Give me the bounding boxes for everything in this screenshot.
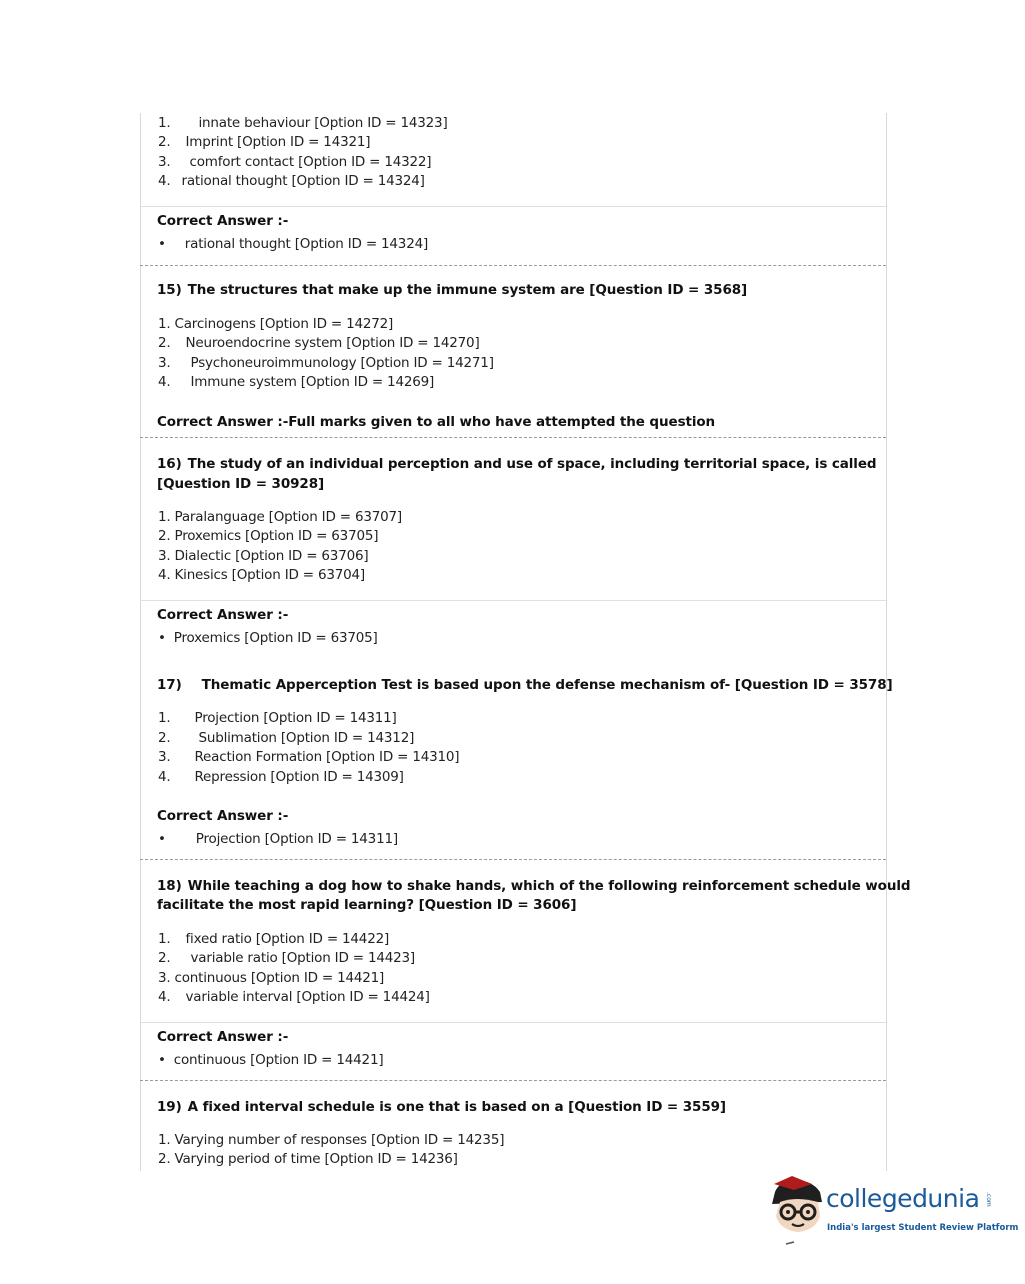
logo-com: .com [985, 1192, 992, 1207]
correct-answer: • continuous [Option ID = 14421] [158, 1052, 384, 1068]
correct-answer-label: Correct Answer :- [157, 213, 289, 229]
correct-answer-label: Correct Answer :- [157, 607, 289, 623]
question-text: 16) The study of an individual perception and use of space, including territorial space, is called [157, 456, 877, 472]
question-text: 17) Thematic Apperception Test is based upon the defense mechanism of- [Question ID = 3578] [157, 677, 893, 693]
option-item: 1. Varying number of responses [Option ID = 14235] [158, 1132, 505, 1148]
correct-answer-label: Correct Answer :- [157, 1029, 289, 1045]
option-item: 2. variable ratio [Option ID = 14423] [158, 950, 415, 966]
option-item: 2. Proxemics [Option ID = 63705] [158, 528, 379, 544]
correct-answer: • Proxemics [Option ID = 63705] [158, 630, 378, 646]
divider [140, 206, 886, 207]
option-item: 3. continuous [Option ID = 14421] [158, 970, 385, 986]
question-text: 15) The structures that make up the immune system are [Question ID = 3568] [157, 282, 748, 298]
mascot-icon [766, 1176, 828, 1248]
option-item: 2. Sublimation [Option ID = 14312] [158, 730, 415, 746]
question-text: 18) While teaching a dog how to shake hands, which of the following reinforcement schedule would [157, 878, 911, 894]
option-item: 2. Varying period of time [Option ID = 14236] [158, 1151, 458, 1167]
question-text-line2: [Question ID = 30928] [157, 476, 325, 492]
dashed-divider [140, 265, 886, 266]
option-item: 3. Dialectic [Option ID = 63706] [158, 548, 369, 564]
option-item: 2. Neuroendocrine system [Option ID = 14270] [158, 335, 480, 351]
correct-answer-label: Correct Answer :-Full marks given to all who have attempted the question [157, 414, 716, 430]
option-item: 1. fixed ratio [Option ID = 14422] [158, 931, 390, 947]
option-item: 1. Projection [Option ID = 14311] [158, 710, 397, 726]
collegedunia-logo[interactable] [766, 1176, 1019, 1248]
option-item: 4. rational thought [Option ID = 14324] [158, 173, 425, 189]
option-item: 4. variable interval [Option ID = 14424] [158, 989, 430, 1005]
dashed-divider [140, 859, 886, 860]
dashed-divider [140, 437, 886, 438]
logo-tagline: India's largest Student Review Platform [827, 1223, 1019, 1233]
option-item: 1. innate behaviour [Option ID = 14323] [158, 115, 448, 131]
dashed-divider [140, 1080, 886, 1081]
logo-wordmark: collegedunia [826, 1184, 980, 1213]
correct-answer: • rational thought [Option ID = 14324] [158, 236, 429, 252]
option-item: 1. Carcinogens [Option ID = 14272] [158, 316, 394, 332]
option-item: 3. comfort contact [Option ID = 14322] [158, 154, 432, 170]
divider [140, 600, 886, 601]
correct-answer-label: Correct Answer :- [157, 808, 289, 824]
correct-answer: • Projection [Option ID = 14311] [158, 831, 398, 847]
option-item: 4. Immune system [Option ID = 14269] [158, 374, 435, 390]
option-item: 2. Imprint [Option ID = 14321] [158, 134, 371, 150]
option-item: 1. Paralanguage [Option ID = 63707] [158, 509, 402, 525]
divider [140, 1022, 886, 1023]
option-item: 4. Repression [Option ID = 14309] [158, 769, 404, 785]
option-item: 3. Reaction Formation [Option ID = 14310] [158, 749, 460, 765]
option-item: 4. Kinesics [Option ID = 63704] [158, 567, 365, 583]
question-text-line2: facilitate the most rapid learning? [Question ID = 3606] [157, 897, 577, 913]
question-text: 19) A fixed interval schedule is one that is based on a [Question ID = 3559] [157, 1099, 726, 1115]
option-item: 3. Psychoneuroimmunology [Option ID = 14271] [158, 355, 494, 371]
